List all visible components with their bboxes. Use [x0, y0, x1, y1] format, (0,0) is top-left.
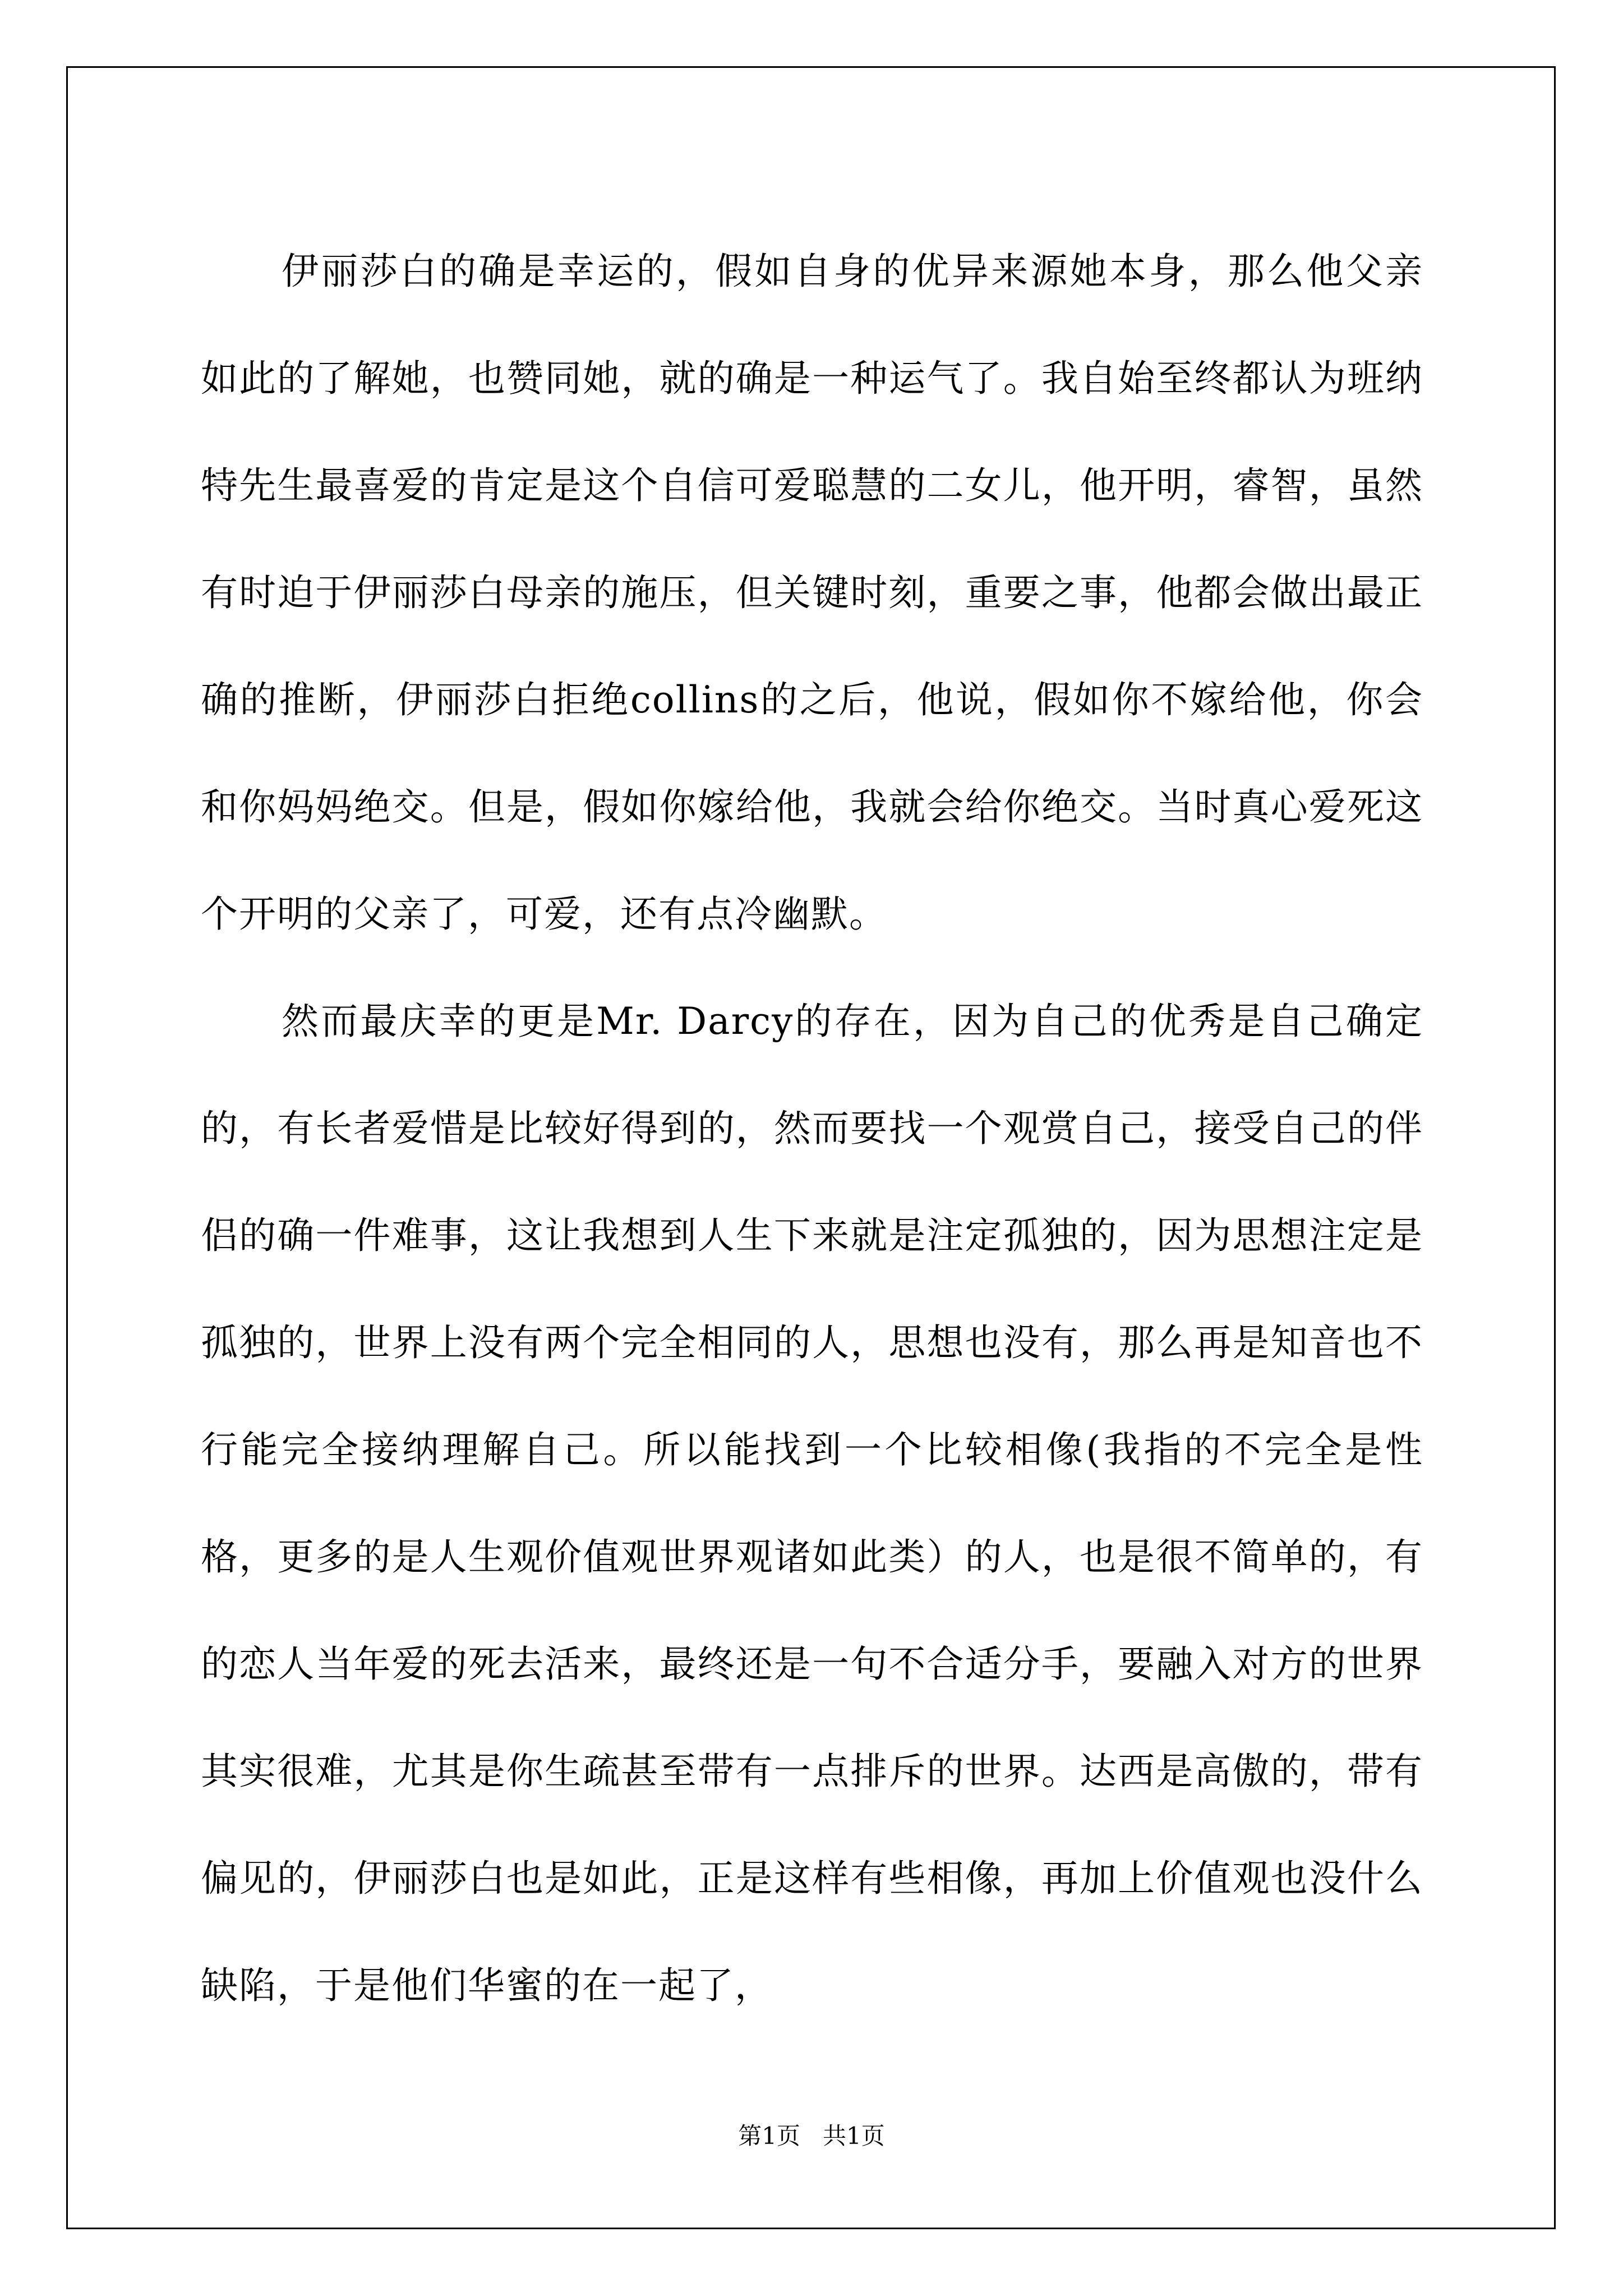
- document-body: [201, 218, 1423, 2039]
- page-number-total: 共1页: [823, 2122, 885, 2150]
- paragraph-2: 然而最庆幸的更是Mr. Darcy的存在，因为自己的优秀是自己确定的，有长者爱惜是比较好得到的，然而要找一个观赏自己，接受自己的伴侣的确一件难事，这让我想到人生下来就是注定孤独的，因为思想注定是孤独的，世界上没有两个完全相同的人，思想也没有，那么再是知音也不行能完全接纳理解自己。所以能找到一个比较相像(我指的不完全是性格，更多的是人生观价值观世界观诸如此类）的人，也是很不简单的，有的恋人当年爱的死去活来，最终还是一句不合适分手，要融入对方的世界其实很难，尤其是你生疏甚至带有一点排斥的世界。达西是高傲的，带有偏见的，伊丽莎白也是如此，正是这样有些相像，再加上价值观也没什么缺陷，于是他们华蜜的在一起了，: [201, 1000, 1423, 2007]
- paragraph-1: 伊丽莎白的确是幸运的，假如自身的优异来源她本身，那么他父亲如此的了解她，也赞同她，就的确是一种运气了。我自始至终都认为班纳特先生最喜爱的肯定是这个自信可爱聪慧的二女儿，他开明，睿智，虽然有时迫于伊丽莎白母亲的施压，但关键时刻，重要之事，他都会做出最正确的推断，伊丽莎白拒绝collins的之后，他说，假如你不嫁给他，你会和你妈妈绝交。但是，假如你嫁给他，我就会给你绝交。当时真心爱死这个开明的父亲了，可爱，还有点冷幽默。: [201, 250, 1423, 936]
- page-footer: [0, 2119, 1623, 2153]
- page-number-current: 第1页: [738, 2122, 800, 2150]
